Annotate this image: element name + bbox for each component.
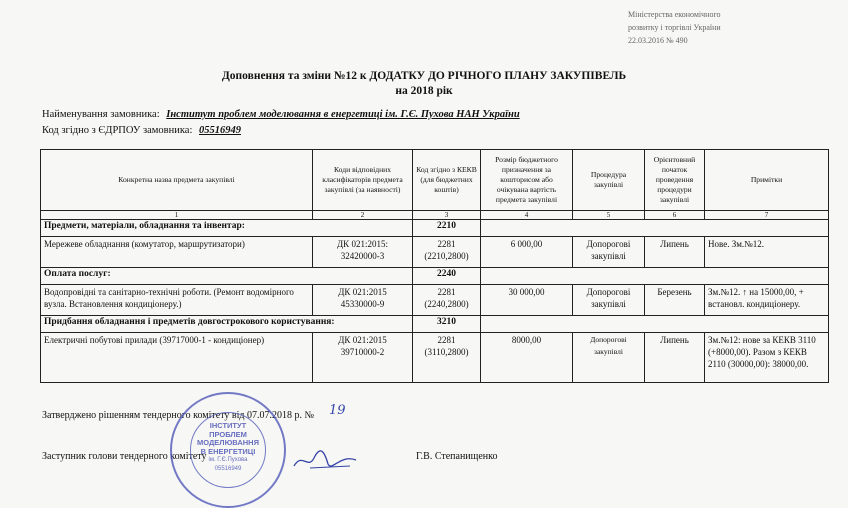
table-row — [41, 237, 829, 268]
customer-line — [42, 109, 520, 120]
section-kekv: 2210 — [413, 220, 481, 237]
procurement-table — [40, 149, 829, 383]
deputy-line: Заступник голови тендерного комітету — [42, 451, 207, 462]
document-title: Доповнення та зміни №12 к ДОДАТКУ ДО РІЧНОГО ПЛАНУ ЗАКУПІВЕЛЬ — [221, 70, 627, 82]
column-header: Конкретна назва предмета закупівлі — [41, 150, 313, 211]
column-number: 4 — [481, 211, 573, 220]
item-name: Водопровідні та санітарно-технічні роботи. (Ремонт водомірного вузла. Встановлення кондиціонеру.) — [41, 285, 313, 316]
column-header: Примітки — [705, 150, 829, 211]
section-kekv: 2240 — [413, 268, 481, 285]
column-header: Код згідно з КЕКВ (для бюджетних коштів) — [413, 150, 481, 211]
regulation-line: 22.03.2016 № 490 — [628, 36, 688, 45]
item-kekv: 2281 (2240,2800) — [413, 285, 481, 316]
code-label: Код згідно з ЄДРПОУ замовника: — [42, 125, 193, 136]
item-amount: 6 000,00 — [481, 237, 573, 268]
section-row — [41, 220, 829, 237]
signature — [290, 446, 360, 474]
item-note: Зм.№12: нове за КЕКВ 3110 (+8000,00). Разом з КЕКВ 2110 (30000,00): 38000,00. — [705, 333, 829, 383]
regulation-line: розвитку і торгівлі України — [628, 23, 721, 32]
section-title: Придбання обладнання і предметів довгострокового користування: — [41, 316, 413, 333]
item-procedure: Допорогові закупівлі — [573, 285, 645, 316]
item-amount: 8000,00 — [481, 333, 573, 383]
section-title: Предмети, матеріали, обладнання та інвентар: — [41, 220, 413, 237]
item-name: Мережеве обладнання (комутатор, маршрутизатори) — [41, 237, 313, 268]
column-number: 6 — [645, 211, 705, 220]
item-code: ДК 021:2015 39710000-2 — [313, 333, 413, 383]
item-note: Нове. Зм.№12. — [705, 237, 829, 268]
column-header: Процедура закупівлі — [573, 150, 645, 211]
table-header-row — [41, 150, 829, 211]
item-code: ДК 021:2015 45330000-9 — [313, 285, 413, 316]
table-row — [41, 333, 829, 383]
column-number: 3 — [413, 211, 481, 220]
table-row — [41, 285, 829, 316]
item-start: Липень — [645, 333, 705, 383]
deputy-name: Г.В. Степанищенко — [416, 451, 498, 462]
column-number-row — [41, 211, 829, 220]
code-value: 05516949 — [199, 125, 241, 136]
item-procedure: Допорогові закупівлі — [573, 237, 645, 268]
item-start: Липень — [645, 237, 705, 268]
item-note: Зм.№12. ↑ на 15000,00, + встановл. кондиціонеру. — [705, 285, 829, 316]
item-code: ДК 021:2015: 32420000-3 — [313, 237, 413, 268]
column-number: 7 — [705, 211, 829, 220]
regulation-reference — [628, 8, 838, 47]
organization-stamp — [170, 392, 286, 508]
column-number: 1 — [41, 211, 313, 220]
item-start: Березень — [645, 285, 705, 316]
regulation-line: Міністерства економічного — [628, 10, 721, 19]
item-kekv: 2281 (2210,2800) — [413, 237, 481, 268]
section-row — [41, 268, 829, 285]
document-year: на 2018 рік — [395, 85, 453, 97]
column-number: 2 — [313, 211, 413, 220]
section-kekv: 3210 — [413, 316, 481, 333]
item-name: Електричні побутові прилади (39717000-1 - кондиціонер) — [41, 333, 313, 383]
customer-value: Інститут проблем моделювання в енергетиці ім. Г.Є. Пухова НАН України — [166, 109, 520, 120]
item-procedure: Допорогові закупівлі — [573, 333, 645, 383]
column-header: Розмір бюджетного призначення за кошторисом або очікувана вартість предмета закупівлі — [481, 150, 573, 211]
item-amount: 30 000,00 — [481, 285, 573, 316]
column-header: Орієнтовний початок проведення процедури закупівлі — [645, 150, 705, 211]
section-row — [41, 316, 829, 333]
column-header: Коди відповідних класифікаторів предмета закупівлі (за наявності) — [313, 150, 413, 211]
code-line — [42, 125, 241, 136]
approval-text: Затверджено рішенням тендерного комітету від 07.07.2018 р. № — [42, 410, 315, 421]
column-number: 5 — [573, 211, 645, 220]
approval-number: 19 — [329, 403, 346, 418]
section-title: Оплата послуг: — [41, 268, 413, 285]
customer-label: Найменування замовника: — [42, 109, 160, 120]
item-kekv: 2281 (3110,2800) — [413, 333, 481, 383]
stamp-text: ІНСТИТУТ ПРОБЛЕМ МОДЕЛЮВАННЯ В ЕНЕРГЕТИЦІ ім. Г.Є.Пухова 05516949 — [196, 421, 259, 472]
